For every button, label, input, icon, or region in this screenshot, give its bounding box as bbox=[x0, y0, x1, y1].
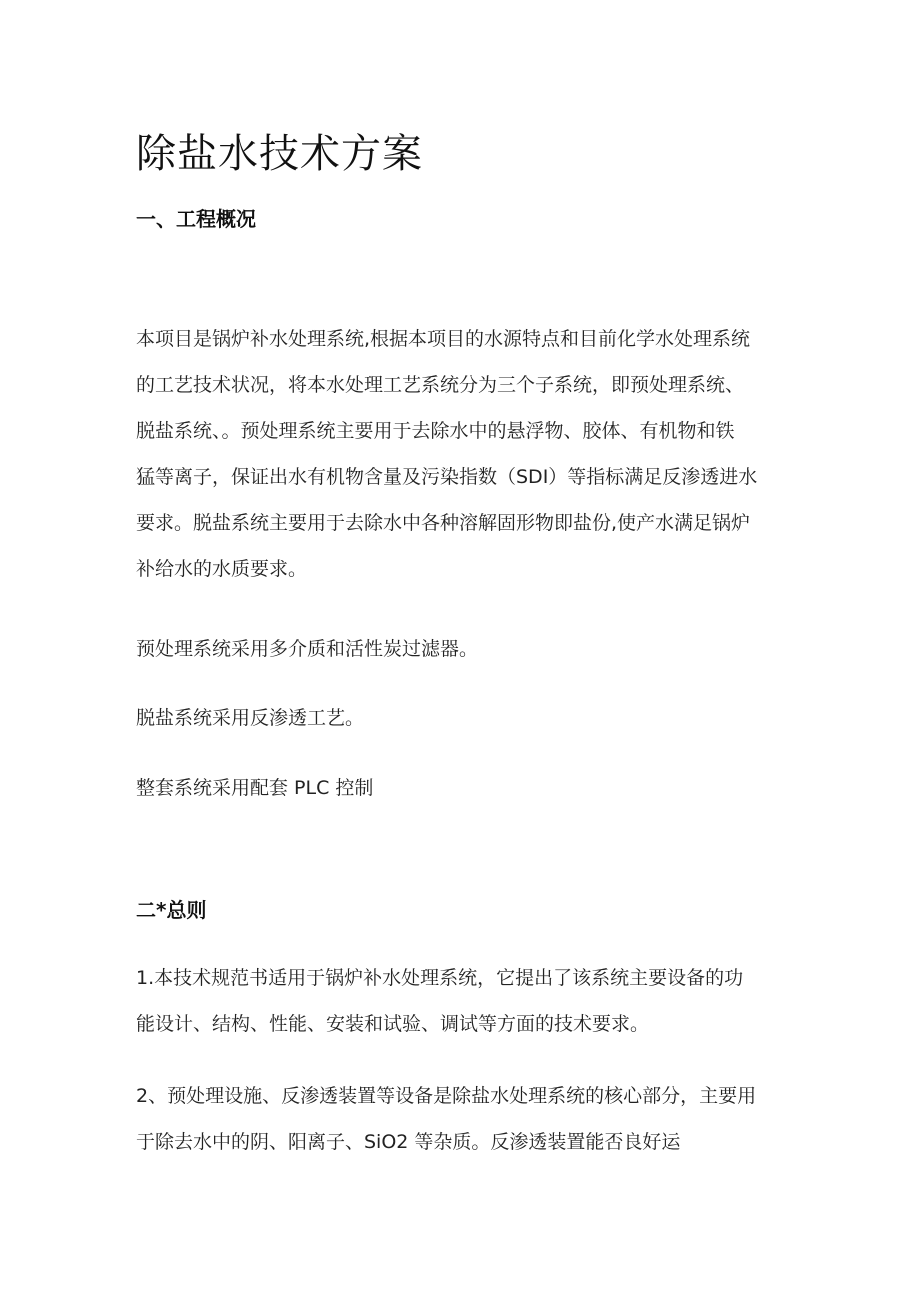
paragraph-item-2 bbox=[136, 1073, 800, 1165]
text-line: 本项目是锅炉补水处理系统,根据本项目的水源特点和目前化学水处理系统 bbox=[136, 328, 751, 350]
text-line: 1.本技术规范书适用于锅炉补水处理系统，它提出了该系统主要设备的功 bbox=[136, 967, 744, 989]
section-heading-general: 二*总则 bbox=[136, 898, 207, 922]
paragraph-desalination bbox=[136, 695, 800, 741]
text-line: 猛等离子，保证出水有机物含量及污染指数（SDI）等指标满足反渗透进水 bbox=[136, 466, 758, 488]
document-title: 除盐水技术方案 bbox=[136, 131, 423, 177]
paragraph-item-1 bbox=[136, 955, 800, 1047]
paragraph-plc-control bbox=[136, 765, 800, 811]
paragraph-project-description bbox=[136, 316, 800, 592]
section-heading-overview: 一、工程概况 bbox=[136, 207, 256, 231]
text-line: 整套系统采用配套 PLC 控制 bbox=[136, 777, 374, 799]
text-line: 补给水的水质要求。 bbox=[136, 558, 308, 580]
text-line: 的工艺技术状况，将本水处理工艺系统分为三个子系统，即预处理系统、 bbox=[136, 374, 745, 396]
text-line: 脱盐系统、。预处理系统主要用于去除水中的悬浮物、胶体、有机物和铁 bbox=[136, 420, 735, 442]
text-line: 能设计、结构、性能、安装和试验、调试等方面的技术要求。 bbox=[136, 1013, 650, 1035]
text-line: 2、预处理设施、反渗透装置等设备是除盐水处理系统的核心部分，主要用 bbox=[136, 1085, 757, 1107]
paragraph-pretreatment bbox=[136, 626, 800, 672]
text-line: 预处理系统采用多介质和活性炭过滤器。 bbox=[136, 638, 479, 660]
text-line: 要求。脱盐系统主要用于去除水中各种溶解固形物即盐份,使产水满足锅炉 bbox=[136, 512, 751, 534]
text-line: 于除去水中的阴、阳离子、SiO2 等杂质。反渗透装置能否良好运 bbox=[136, 1131, 681, 1153]
text-line: 脱盐系统采用反渗透工艺。 bbox=[136, 707, 365, 729]
